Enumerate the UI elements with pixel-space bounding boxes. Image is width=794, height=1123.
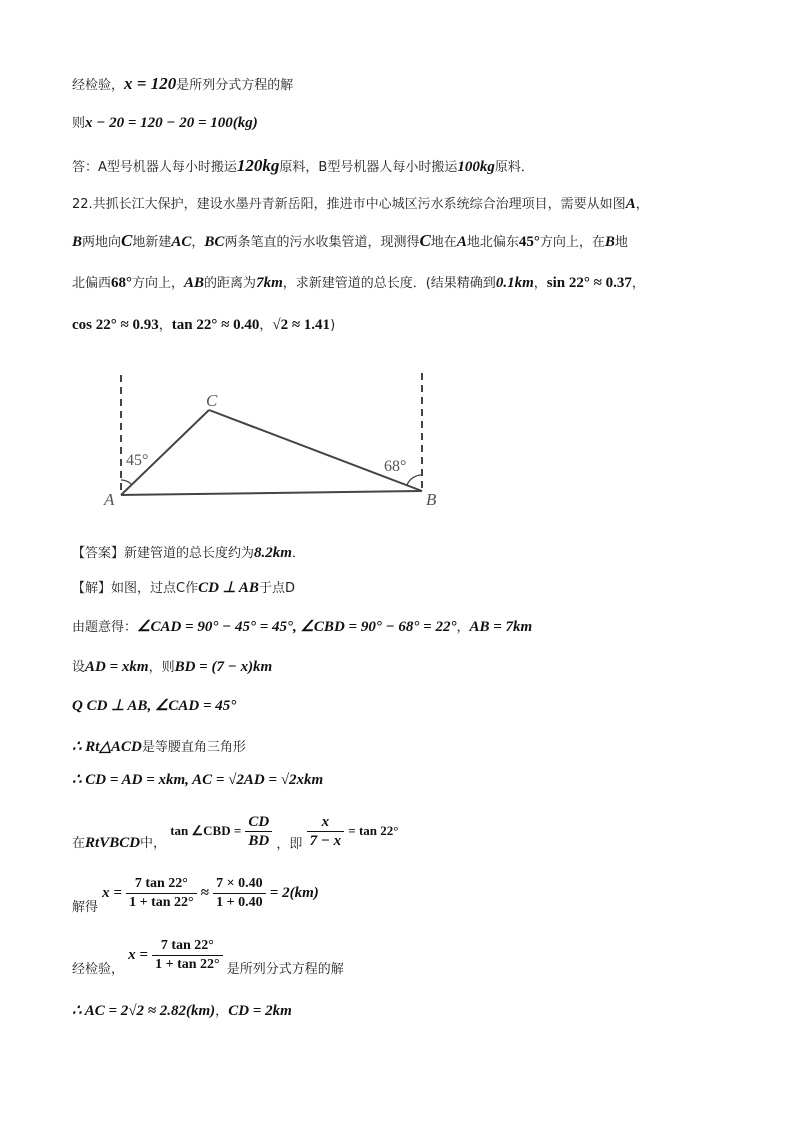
text: ，则 [148, 660, 175, 675]
text: 经检验， [72, 78, 125, 93]
text: 两地向 [82, 235, 122, 250]
math: x − 20 = 120 − 20 = 100(kg) [85, 115, 258, 131]
text: 设 [72, 660, 86, 675]
math: AB = 7km [469, 619, 533, 635]
text: ． [291, 546, 305, 561]
angle-label-b: 68° [384, 458, 407, 475]
math: C [121, 231, 133, 250]
solution-line-9 [72, 934, 344, 977]
math: 45° [518, 234, 540, 250]
text: 地在 [430, 235, 457, 250]
math: AC [171, 234, 192, 250]
numerator: CD [245, 813, 272, 832]
answer-line [72, 542, 305, 562]
fraction-cd-bd [245, 813, 272, 850]
result-line [72, 112, 258, 132]
solution-line-2 [72, 616, 532, 636]
math: x = 120 [124, 74, 177, 93]
math: = 2(km) [269, 885, 319, 901]
math: A [456, 234, 467, 250]
math: B [604, 234, 615, 250]
math: sin 22° ≈ 0.37 [546, 275, 632, 291]
text: ， [456, 620, 470, 635]
math: B [72, 234, 83, 250]
text: ， [259, 318, 273, 333]
text: ， [635, 197, 649, 212]
math: x = [102, 885, 122, 901]
denominator: 1 + tan 22° [155, 957, 220, 972]
denominator: 1 + 0.40 [216, 895, 263, 910]
math: AB [184, 275, 205, 291]
solution-line-3 [72, 656, 272, 676]
segment-ab [121, 491, 422, 495]
math: ∴ CD = AD = xkm, AC = √2AD = √2xkm [72, 772, 324, 788]
triangle-figure [95, 365, 455, 515]
math: 68° [111, 275, 133, 291]
text: ，求新建管道的总长度．(结果精确到 [282, 276, 496, 291]
text: 是所列分式方程的解 [176, 78, 294, 93]
text: 22.共抓长江大保护，建设水墨丹青新岳阳，推进市中心城区污水系统综合治理项目，需要从如图 [72, 197, 626, 212]
solution-line-7 [72, 810, 398, 852]
fraction-numeric [213, 875, 265, 912]
text: ， [631, 276, 645, 291]
angle-arc-a [121, 480, 132, 485]
math: cos 22° ≈ 0.93 [72, 317, 159, 333]
numerator: 7 tan 22° [126, 875, 197, 894]
math: CD ⊥ AB [198, 580, 259, 596]
text: ) [330, 318, 336, 333]
text: 【解】如图，过点C作 [72, 581, 199, 596]
text: 地 [614, 235, 628, 250]
text: 北偏西 [72, 276, 112, 291]
question-22-line-1 [72, 193, 649, 213]
question-22-line-4 [72, 314, 335, 334]
text: 于点D [258, 581, 295, 596]
text: 地北偏东 [466, 235, 519, 250]
math: x = [128, 947, 148, 963]
numerator: x [307, 813, 345, 832]
math: BD = (7 − x)km [174, 659, 273, 675]
text: 的距离为 [204, 276, 257, 291]
math: √2 ≈ 1.41 [272, 317, 331, 333]
numerator: 7 tan 22° [152, 937, 223, 956]
point-label-b: B [426, 490, 437, 509]
question-22-line-3 [72, 272, 645, 292]
fraction-7tan [126, 875, 197, 912]
math: ∴ AC = 2√2 ≈ 2.82(km) [72, 1003, 216, 1019]
text: 解得 [72, 900, 99, 915]
text: ， [533, 276, 547, 291]
text: 是所列分式方程的解 [226, 962, 344, 977]
solution-line-4 [72, 696, 236, 715]
solution-line-6 [72, 770, 323, 789]
math: 8.2km [254, 545, 292, 561]
math: ≈ [200, 885, 210, 901]
text: 原料． [494, 160, 534, 175]
math: tan ∠CBD = [170, 823, 242, 838]
text: ， [215, 1004, 229, 1019]
angle-arc-b [407, 475, 422, 485]
math: 120kg [236, 156, 280, 175]
math: tan 22° ≈ 0.40 [171, 317, 260, 333]
answer-prev [72, 156, 534, 176]
math: BC [204, 234, 225, 250]
text: 地新建 [132, 235, 172, 250]
denominator: 7 − x [309, 832, 342, 849]
angle-label-a: 45° [126, 452, 149, 469]
text: 经检验， [72, 962, 125, 977]
question-22-line-2 [72, 231, 628, 251]
text: 由题意得： [72, 620, 138, 635]
text: 是等腰直角三角形 [141, 740, 246, 755]
solution-line-10 [72, 1000, 292, 1020]
text: 原料，B型号机器人每小时搬运 [279, 160, 458, 175]
text: ， [158, 318, 172, 333]
text: 方向上， [132, 276, 185, 291]
text: 答：A型号机器人每小时搬运 [72, 160, 237, 175]
math: 0.1km [495, 275, 534, 291]
text: ，即 [276, 836, 303, 852]
math: 100kg [457, 159, 495, 175]
solution-line-1 [72, 577, 295, 597]
point-label-c: C [206, 391, 218, 410]
segment-cb [209, 410, 422, 491]
text: 方向上，在 [539, 235, 605, 250]
math: Q CD ⊥ AB, ∠CAD = 45° [72, 698, 237, 714]
math: ∴ Rt△ACD [72, 739, 142, 755]
math: ∠CAD = 90° − 45° = 45°, ∠CBD = 90° − 68° = 22° [137, 619, 457, 635]
denominator: BD [248, 832, 270, 849]
math: = tan 22° [348, 823, 399, 838]
text: 则 [72, 116, 86, 131]
numerator: 7 × 0.40 [213, 875, 265, 894]
solution-line-5 [72, 736, 246, 756]
math: A [625, 196, 636, 212]
text: 在 [72, 836, 86, 851]
verify-line [72, 74, 293, 94]
math: AD = xkm [85, 659, 149, 675]
fraction-verify [152, 937, 223, 974]
text: 两条笔直的污水收集管道，现测得 [224, 235, 420, 250]
text: 【答案】新建管道的总长度约为 [72, 546, 255, 561]
math: C [419, 231, 431, 250]
text: 中， [140, 836, 167, 851]
math: 7km [256, 275, 283, 291]
denominator: 1 + tan 22° [129, 895, 194, 910]
math: CD = 2km [228, 1003, 292, 1019]
fraction-x [307, 813, 345, 850]
text: ， [191, 235, 205, 250]
math: RtVBCD [85, 835, 141, 851]
point-label-a: A [104, 490, 115, 509]
solution-line-8 [72, 872, 319, 915]
